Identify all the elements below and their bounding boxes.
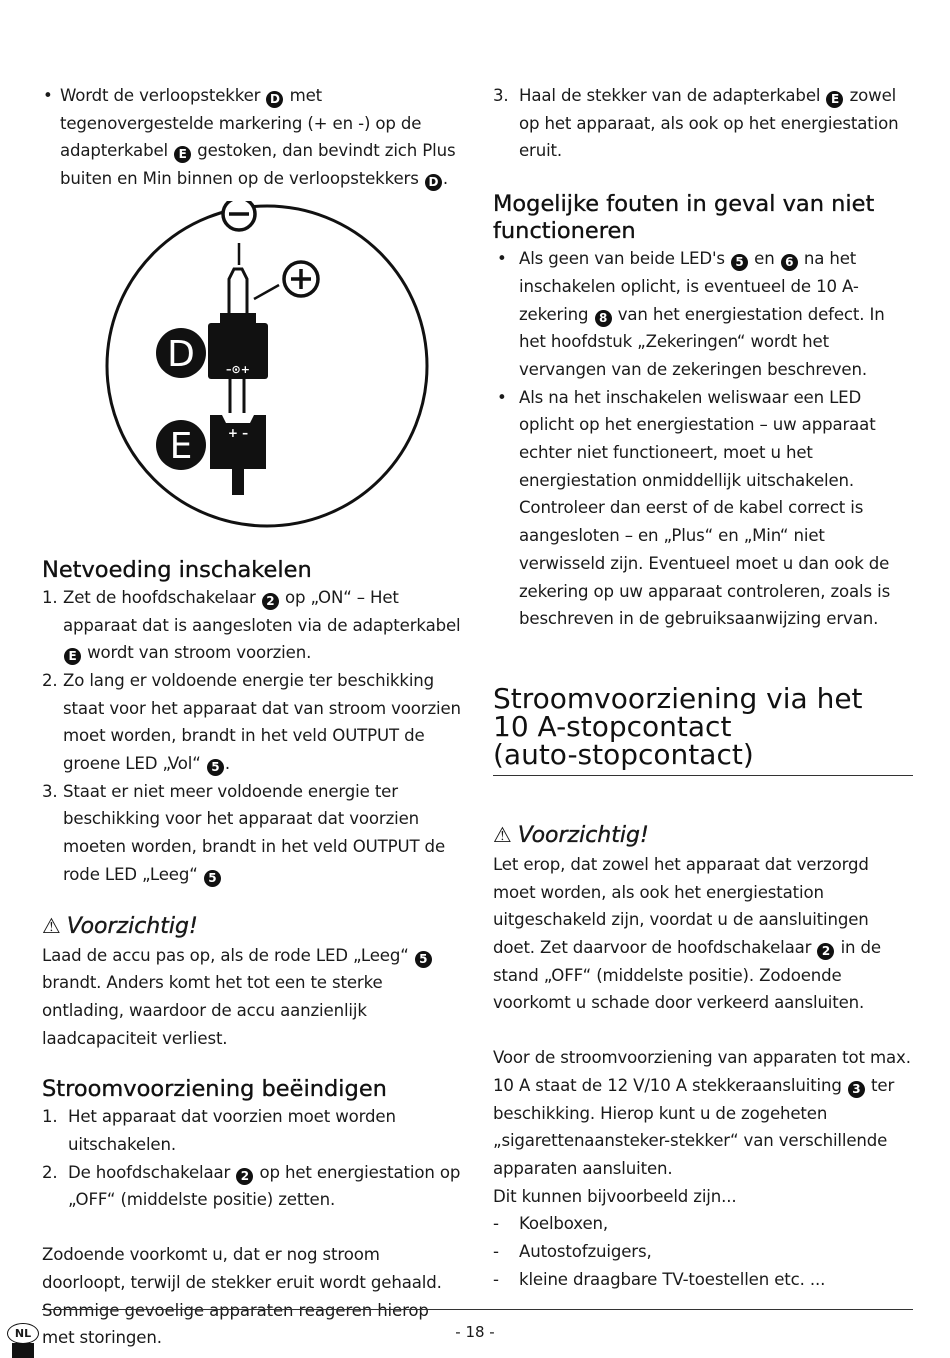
list-text: wordt van stroom voorzien.	[87, 643, 312, 663]
intro-end: .	[442, 169, 448, 189]
list-end: .	[224, 754, 230, 774]
language-tab	[12, 1343, 34, 1358]
list-text: Haal de stekker van de adapterkabel	[519, 86, 821, 105]
section-title-line: 10 A-stopcontact	[493, 709, 732, 743]
intro-text: Wordt de verloopstekker	[60, 86, 261, 105]
paragraph: Dit kunnen bijvoorbeeld zijn...	[493, 1186, 737, 1206]
footer-divider	[42, 1309, 913, 1310]
page-number: - 18 -	[455, 1323, 495, 1341]
list-number: 1.	[42, 1107, 58, 1127]
list-text: Als geen van beide LED's	[519, 249, 725, 269]
plug-adapter-figure	[102, 201, 442, 531]
paragraph-text: ter beschikking. Hierop kunt u de zogeheten „sigarettenaansteker-stekker“ van verschillende apparaten aansluiten.	[493, 1075, 895, 1178]
warning-text-a: Laad de accu pas op, als de rode LED „Leeg“	[42, 945, 409, 965]
warning-heading	[493, 820, 913, 851]
list-text: Autostofzuigers,	[519, 1242, 652, 1262]
list-item	[493, 384, 913, 633]
list-number: 2.	[42, 670, 58, 690]
figure-label-d: D	[167, 333, 195, 375]
badge-e: E	[64, 648, 81, 665]
badge-5: 5	[207, 759, 224, 776]
list-text: op het energiestation op „OFF“ (middelste positie) zetten.	[68, 1162, 461, 1210]
list-item	[493, 1266, 913, 1294]
section-title-block	[493, 681, 913, 776]
list-item	[42, 667, 462, 778]
section-title-line: (auto-stopcontact)	[493, 737, 754, 771]
badge-5: 5	[415, 951, 432, 968]
dash-marker: -	[493, 1214, 499, 1234]
list-item	[493, 1238, 913, 1266]
bullet-marker: •	[497, 387, 507, 407]
list-text: zowel op het apparaat, als ook op het energiestation eruit.	[519, 86, 899, 161]
figure-label-e: E	[169, 425, 193, 467]
warning-text	[42, 942, 462, 1053]
intro-bullet	[42, 82, 462, 193]
socket-marking: + –	[227, 425, 249, 440]
list-text: op „ON“ – Het apparaat dat is aangesloten via de adapterkabel	[63, 587, 461, 635]
list-number: 3.	[493, 86, 509, 105]
section-heading-netvoeding: Netvoeding inschakelen	[42, 556, 312, 583]
warning-text	[493, 851, 913, 1017]
list-number: 3.	[42, 781, 58, 801]
bullet-marker: •	[497, 249, 507, 269]
badge-2: 2	[262, 593, 279, 610]
list-item	[493, 1210, 913, 1238]
list-text: Zet de hoofdschakelaar	[63, 587, 256, 607]
badge-5: 5	[731, 254, 748, 271]
warning-title: Voorzichtig!	[66, 913, 198, 939]
list-text: kleine draagbare TV-toestellen etc. ...	[519, 1269, 826, 1289]
badge-2: 2	[236, 1168, 253, 1185]
badge-e: E	[174, 146, 191, 163]
language-badge: NL	[7, 1323, 39, 1344]
warning-text-b: brandt. Anders komt het tot een te sterke ontlading, waardoor de accu aanzienlijk laadcapaciteit verliest.	[42, 973, 383, 1048]
list-text: en	[754, 249, 775, 269]
warning-triangle-icon: ⚠	[42, 913, 61, 938]
list-item	[42, 1159, 462, 1214]
section-title-line: Stroomvoorziening via het	[493, 681, 863, 715]
list-text: Koelboxen,	[519, 1214, 609, 1234]
list-text: Het apparaat dat voorzien moet worden uitschakelen.	[68, 1107, 396, 1155]
badge-5: 5	[204, 870, 221, 887]
badge-6: 6	[781, 254, 798, 271]
warning-text-b: in de stand „OFF“ (middelste positie). Zodoende voorkomt u schade door verkeerd aansluiten.	[493, 938, 881, 1013]
list-text: van het energiestation defect. In het hoofdstuk „Zekeringen“ wordt het vervangen van de zekeringen beschreven.	[519, 304, 885, 379]
warning-heading	[42, 911, 462, 942]
list-text: De hoofdschakelaar	[68, 1162, 231, 1182]
warning-triangle-icon: ⚠	[493, 822, 512, 847]
list-item	[42, 1103, 462, 1158]
left-column	[42, 82, 462, 1352]
warning-title: Voorzichtig!	[517, 822, 649, 848]
list-item	[42, 584, 462, 667]
closing-paragraph: Zodoende voorkomt u, dat er nog stroom doorloopt, terwijl de stekker eruit wordt gehaald. Sommige gevoelige apparaten reageren hierop met storingen.	[42, 1245, 442, 1348]
list-text: Zo lang er voldoende energie ter beschikking staat voor het apparaat dat van stroom voorzien moet worden, brandt in het veld OUTPUT de groene LED „Vol“	[63, 670, 461, 774]
warning-text-a: Let erop, dat zowel het apparaat dat verzorgd moet worden, als ook het energiestation uitgeschakeld zijn, voordat u de aansluitingen doet. Zet daarvoor de hoofdschakelaar	[493, 854, 869, 958]
paragraph-text: Voor de stroomvoorziening van apparaten tot max. 10 A staat de 12 V/10 A stekkeraansluiting	[493, 1048, 911, 1095]
badge-2: 2	[817, 943, 834, 960]
dash-marker: -	[493, 1242, 499, 1262]
badge-d: D	[425, 174, 442, 191]
list-item	[493, 82, 913, 165]
right-column	[493, 82, 913, 1294]
intro-text-3: gestoken, dan bevindt zich Plus buiten en Min binnen op de verloopstekkers	[60, 141, 456, 189]
list-text: na het inschakelen oplicht, is eventueel de 10 A-zekering	[519, 249, 859, 324]
badge-8: 8	[595, 310, 612, 327]
list-text: Staat er niet meer voldoende energie ter beschikking voor het apparaat dat voorzien moeten worden, brandt in het veld OUTPUT de rode LED „Leeg“	[63, 781, 446, 884]
list-number: 2.	[42, 1162, 58, 1182]
dash-marker: -	[493, 1269, 499, 1289]
list-item	[493, 245, 913, 384]
section-heading-beeindigen: Stroomvoorziening beëindigen	[42, 1076, 387, 1103]
badge-3: 3	[848, 1081, 865, 1098]
bullet-marker: •	[43, 86, 53, 105]
list-number: 1.	[42, 587, 58, 607]
paragraph	[493, 1044, 913, 1183]
badge-d: D	[266, 91, 283, 108]
plug-marking: –⊙+	[226, 362, 250, 376]
list-text: Als na het inschakelen weliswaar een LED oplicht op het energiestation – uw apparaat echter niet functioneert, moet u het energiestation onmiddellijk uitschakelen. Controleer dan eerst of de kabel correct is aangesloten – en „Plus“ en „Min“ niet verwisseld zijn. Eventueel moet u dan ook de zekering op uw apparaat controleren, zoals is beschreven in de gebruiksaanwijzing ervan.	[519, 387, 891, 629]
section-heading-fouten: Mogelijke fouten in geval van niet functioneren	[493, 191, 875, 245]
intro-text-2: met tegenovergestelde markering (+ en -) op de adapterkabel	[60, 86, 422, 161]
badge-e: E	[826, 91, 843, 108]
list-item	[42, 778, 462, 889]
